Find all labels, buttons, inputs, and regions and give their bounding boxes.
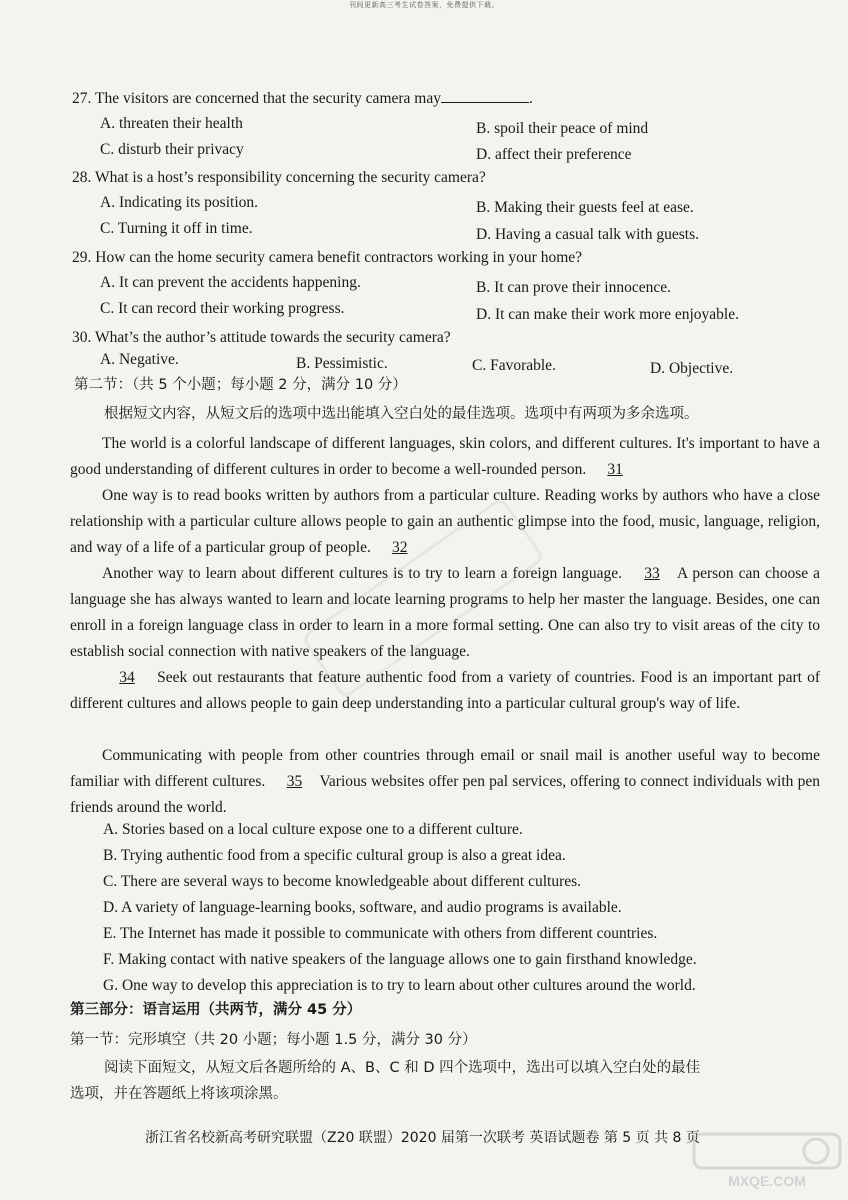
q30-option-c: C. Favorable. [472, 357, 556, 374]
q27-option-c: C. disturb their privacy [100, 141, 244, 158]
option-b: B. Trying authentic food from a specific cultural group is also a great idea. [103, 847, 566, 864]
q28-option-d: D. Having a casual talk with guests. [476, 226, 699, 243]
q27-stem-end: . [528, 90, 533, 107]
passage-p4-text: Seek out restaurants that feature authentic food from a variety of countries. Food is an important part of different cultures and allows people to gain deep understanding into a particular cultural group's way of life. [70, 669, 820, 712]
q27-option-a: A. threaten their health [100, 115, 243, 132]
q29-stem: 29. How can the home security camera benefit contractors working in your home? [72, 249, 583, 266]
q30-option-d: D. Objective. [650, 360, 734, 377]
passage-paragraph-1 [70, 431, 820, 483]
q29-option-c: C. It can record their working progress. [100, 300, 345, 317]
q30-option-b: B. Pessimistic. [296, 355, 388, 372]
passage-p1-text: The world is a colorful landscape of different languages, skin colors, and different cultures. It's important to have a good understanding of different cultures in order to become a well-rounded person. [70, 435, 820, 478]
passage-p2-text: One way is to read books written by authors from a particular culture. Reading works by authors who have a close relationship with a particular culture allows people to gain an authentic glimpse into the food, music, language, religion, and way of a life of a particular group of people. [70, 487, 820, 556]
part3-heading: 第三部分：语言运用（共两节，满分 45 分） [70, 1002, 362, 1018]
q27-stem-text: 27. The visitors are concerned that the security camera may [72, 90, 441, 107]
passage-p3a-text: Another way to learn about different cultures is to try to learn a foreign language. [102, 565, 623, 582]
q29-option-b: B. It can prove their innocence. [476, 279, 671, 296]
part3-instruction-1: 阅读下面短文，从短文后各题所给的 A、B、C 和 D 四个选项中，选出可以填入空白处的最佳 [104, 1060, 701, 1076]
q27-blank [441, 88, 529, 103]
q28-option-c: C. Turning it off in time. [100, 220, 253, 237]
option-e: E. The Internet has made it possible to communicate with others from different countries. [103, 925, 658, 942]
blank-34: 34 [119, 669, 135, 686]
q28-option-b: B. Making their guests feel at ease. [476, 199, 694, 216]
top-note: 刊间更新高三考生试卷答案，免费提供下载。 [349, 1, 499, 9]
part3-subheading: 第一节：完形填空（共 20 小题；每小题 1.5 分，满分 30 分） [70, 1032, 477, 1048]
blank-33: 33 [644, 565, 660, 582]
part3-instruction-2: 选项，并在答题纸上将该项涂黑。 [70, 1086, 288, 1102]
passage-p3b-text: A person can choose a language she has always wanted to learn and locate learning programs to help her master the language. Besides, one can enroll in a foreign language class in order to learn in a more formal setting. One can also try to visit areas of the city to establish social connection with native speakers of the language. [70, 565, 820, 660]
passage-p5a-text: Communicating with people from other countries through email or snail mail is another useful way to become familiar with different cultures. [70, 747, 820, 790]
option-f: F. Making contact with native speakers of the language allows one to gain firsthand knowledge. [103, 951, 697, 968]
section2-heading: 第二节：（共 5 个小题；每小题 2 分，满分 10 分） [74, 377, 407, 393]
q30-option-a: A. Negative. [100, 351, 179, 368]
q28-stem: 28. What is a host’s responsibility concerning the security camera? [72, 169, 486, 186]
option-a: A. Stories based on a local culture expose one to a different culture. [103, 821, 523, 838]
logo-text: MXQE.COM [728, 1173, 806, 1189]
passage-p5b-text: Various websites offer pen pal services, offering to connect individuals with pen friends around the world. [70, 773, 820, 816]
blank-31: 31 [607, 461, 623, 478]
blank-32: 32 [391, 539, 408, 556]
q27-option-d: D. affect their preference [476, 146, 632, 163]
option-d: D. A variety of language-learning books, software, and audio programs is available. [103, 899, 622, 916]
page-footer: 浙江省名校新高考研究联盟（Z20 联盟）2020 届第一次联考 英语试题卷 第 5 页 共 8 页 [145, 1130, 700, 1146]
q29-option-d: D. It can make their work more enjoyable. [476, 306, 739, 323]
q30-stem: 30. What’s the author’s attitude towards the security camera? [72, 329, 451, 346]
blank-35: 35 [286, 773, 303, 790]
section2-instruction: 根据短文内容，从短文后的选项中选出能填入空白处的最佳选项。选项中有两项为多余选项。 [104, 406, 699, 422]
q28-option-a: A. Indicating its position. [100, 194, 259, 211]
site-logo-watermark [692, 1132, 842, 1190]
q27-option-b: B. spoil their peace of mind [476, 120, 649, 137]
option-c: C. There are several ways to become knowledgeable about different cultures. [103, 873, 582, 890]
passage-paragraph-5 [70, 743, 820, 821]
passage-paragraph-4 [70, 665, 820, 717]
q29-option-a: A. It can prevent the accidents happening. [100, 274, 361, 291]
q27-stem [72, 88, 533, 109]
option-g: G. One way to develop this appreciation is to try to learn about other cultures around the world. [103, 977, 696, 994]
